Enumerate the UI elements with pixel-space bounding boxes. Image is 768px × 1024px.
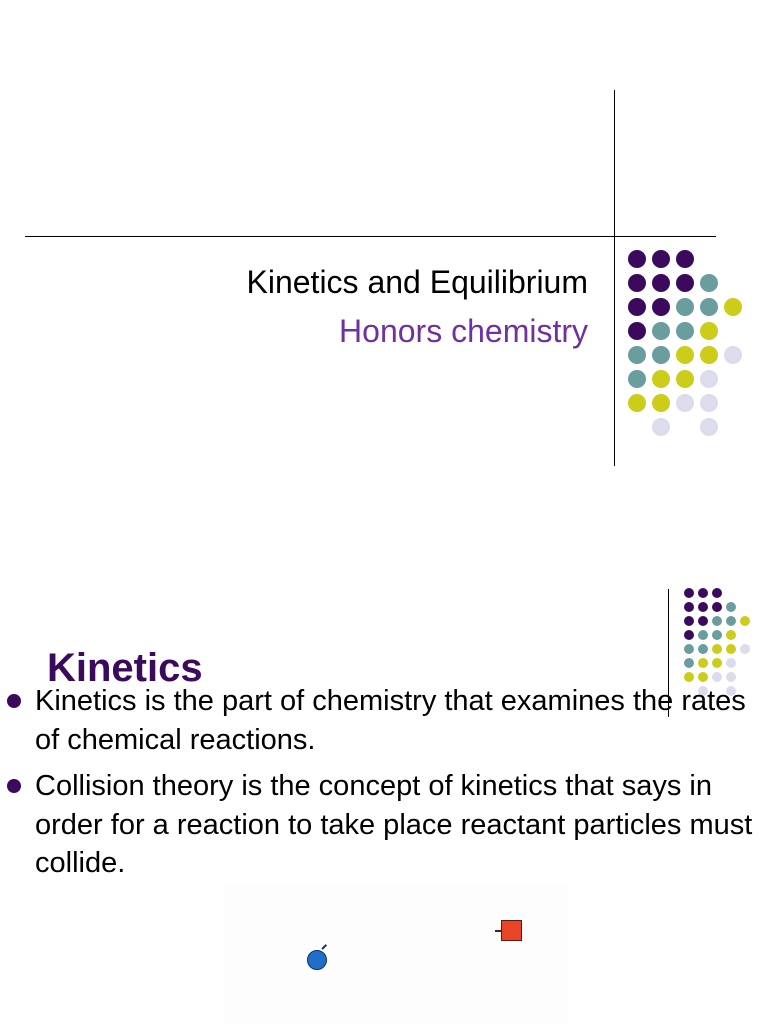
- vertical-rule: [614, 90, 615, 466]
- horizontal-rule: [25, 236, 716, 237]
- decor-dot: [628, 346, 646, 364]
- slide-subtitle: Honors chemistry: [339, 313, 588, 349]
- sphere-motion-tail: [321, 944, 326, 949]
- decor-dot: [628, 322, 646, 340]
- slide-title: Kinetics and Equilibrium: [246, 264, 588, 300]
- bullet-icon: [7, 779, 21, 793]
- decor-dot: [700, 418, 718, 436]
- decor-dot: [676, 298, 694, 316]
- decor-dot: [724, 298, 742, 316]
- decor-dot: [700, 322, 718, 340]
- decor-dot: [652, 418, 670, 436]
- decor-dot: [676, 274, 694, 292]
- bullet-list: [0, 682, 768, 891]
- decor-dot: [712, 630, 722, 640]
- decor-dot: [726, 630, 736, 640]
- decor-dot: [684, 616, 694, 626]
- decor-dot: [740, 616, 750, 626]
- decor-dot: [628, 298, 646, 316]
- bullet-text: Collision theory is the concept of kinetics that says in order for a reaction to take place reactant particles must collide.: [35, 770, 753, 879]
- decor-dot: [628, 250, 646, 268]
- decor-dot: [684, 630, 694, 640]
- decor-dot: [652, 322, 670, 340]
- decor-dot: [676, 250, 694, 268]
- decor-dot: [628, 394, 646, 412]
- decor-dot: [628, 274, 646, 292]
- decor-dot: [698, 588, 708, 598]
- decor-dot: [700, 298, 718, 316]
- decor-dot: [628, 370, 646, 388]
- decor-dot: [652, 250, 670, 268]
- decor-dot: [712, 644, 722, 654]
- decor-dot: [676, 370, 694, 388]
- decor-dot: [676, 394, 694, 412]
- decor-dot: [698, 602, 708, 612]
- decor-dot: [652, 274, 670, 292]
- bullet-item: [0, 767, 768, 883]
- decor-dot: [712, 588, 722, 598]
- decor-dot: [676, 322, 694, 340]
- decor-dot: [652, 370, 670, 388]
- decor-dot: [712, 616, 722, 626]
- decor-dot: [698, 630, 708, 640]
- red-cube-particle-icon: [501, 920, 522, 941]
- decor-dot: [652, 298, 670, 316]
- decor-dot: [700, 274, 718, 292]
- decor-dot: [712, 672, 722, 682]
- decor-dot: [726, 658, 736, 668]
- decor-dot: [700, 370, 718, 388]
- decor-dot: [698, 616, 708, 626]
- decor-dot: [700, 346, 718, 364]
- decor-dot: [652, 346, 670, 364]
- decor-dot: [684, 658, 694, 668]
- decor-dot: [698, 658, 708, 668]
- decor-dot: [726, 672, 736, 682]
- decor-dot: [676, 346, 694, 364]
- decor-dot: [652, 394, 670, 412]
- blue-sphere-particle-icon: [307, 950, 327, 970]
- decor-dot: [726, 602, 736, 612]
- decor-dot: [684, 644, 694, 654]
- bullet-icon: [7, 694, 21, 708]
- decor-dot: [684, 588, 694, 598]
- slide-title: Kinetics: [47, 646, 203, 690]
- content-slide: [0, 560, 768, 1024]
- bullet-item: [0, 682, 768, 759]
- decor-dot: [698, 644, 708, 654]
- decor-dot: [712, 658, 722, 668]
- decor-dot: [726, 616, 736, 626]
- decor-dot: [712, 602, 722, 612]
- decor-dot: [724, 346, 742, 364]
- decor-dot: [684, 672, 694, 682]
- decor-dot: [726, 644, 736, 654]
- decor-dot: [684, 602, 694, 612]
- decor-dot: [740, 644, 750, 654]
- collision-animation: [225, 882, 567, 1024]
- decor-dot: [698, 672, 708, 682]
- bullet-text: Kinetics is the part of chemistry that examines the rates of chemical reactions.: [35, 685, 746, 756]
- decor-dot: [700, 394, 718, 412]
